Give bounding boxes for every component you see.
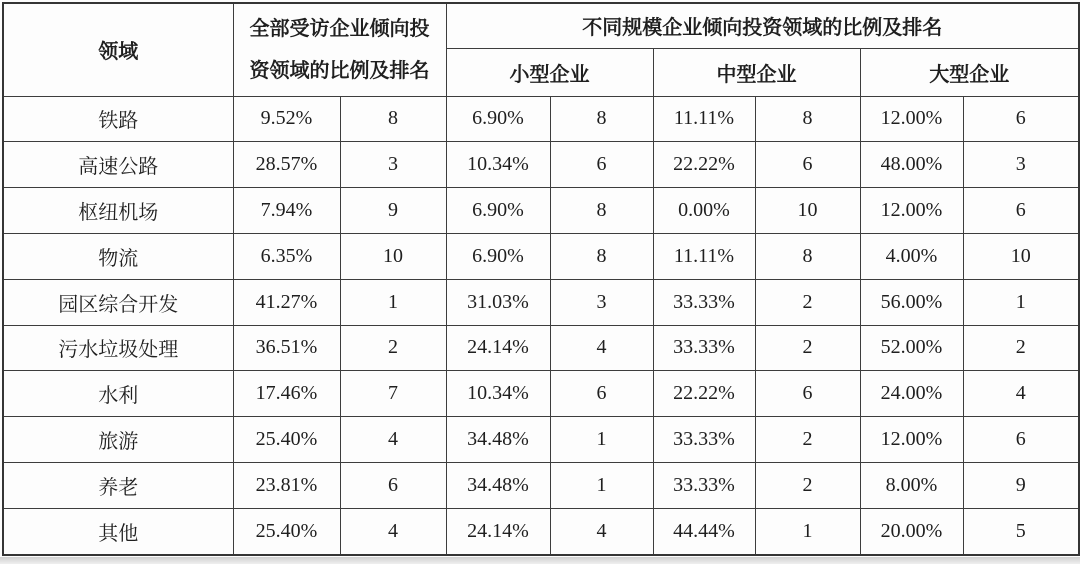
cell-field: 旅游 <box>3 417 233 463</box>
header-large-firms: 大型企业 <box>860 48 1079 96</box>
header-all-firms-line2: 资领域的比例及排名 <box>249 59 430 82</box>
table-row <box>3 508 1079 555</box>
cell-all-rank: 4 <box>340 508 446 555</box>
table-row <box>3 96 1079 142</box>
cell-large-pct: 12.00% <box>860 96 963 142</box>
table-row <box>3 325 1079 371</box>
cell-small-rank: 8 <box>550 96 653 142</box>
cell-all-pct: 23.81% <box>233 463 340 509</box>
cell-large-pct: 52.00% <box>860 325 963 371</box>
cell-all-pct: 6.35% <box>233 233 340 279</box>
table-row <box>3 463 1079 509</box>
header-small-firms: 小型企业 <box>446 48 653 96</box>
cell-small-pct: 6.90% <box>446 233 550 279</box>
cell-large-rank: 9 <box>963 463 1079 509</box>
cell-large-pct: 20.00% <box>860 508 963 555</box>
cell-small-rank: 4 <box>550 325 653 371</box>
cell-medium-pct: 33.33% <box>653 417 755 463</box>
cell-all-pct: 17.46% <box>233 371 340 417</box>
cell-medium-pct: 22.22% <box>653 142 755 188</box>
cell-all-pct: 25.40% <box>233 417 340 463</box>
cell-all-rank: 3 <box>340 142 446 188</box>
cell-small-rank: 6 <box>550 142 653 188</box>
cell-medium-rank: 6 <box>755 371 860 417</box>
cell-field: 污水垃圾处理 <box>3 325 233 371</box>
table-row <box>3 142 1079 188</box>
table-row <box>3 233 1079 279</box>
cell-small-rank: 1 <box>550 463 653 509</box>
cell-field: 铁路 <box>3 96 233 142</box>
cell-field: 其他 <box>3 508 233 555</box>
cell-large-pct: 48.00% <box>860 142 963 188</box>
cell-medium-rank: 8 <box>755 233 860 279</box>
cell-medium-rank: 2 <box>755 325 860 371</box>
table-row <box>3 279 1079 325</box>
cell-all-rank: 8 <box>340 96 446 142</box>
cell-medium-rank: 8 <box>755 96 860 142</box>
cell-all-rank: 4 <box>340 417 446 463</box>
cell-all-pct: 25.40% <box>233 508 340 555</box>
cell-field: 养老 <box>3 463 233 509</box>
cell-all-pct: 7.94% <box>233 188 340 234</box>
cell-large-rank: 10 <box>963 233 1079 279</box>
cell-medium-rank: 2 <box>755 417 860 463</box>
header-field: 领域 <box>3 3 233 96</box>
cell-small-pct: 10.34% <box>446 371 550 417</box>
cell-all-rank: 6 <box>340 463 446 509</box>
cell-all-rank: 9 <box>340 188 446 234</box>
table-row <box>3 188 1079 234</box>
cell-medium-pct: 33.33% <box>653 325 755 371</box>
cell-large-pct: 8.00% <box>860 463 963 509</box>
cell-field: 园区综合开发 <box>3 279 233 325</box>
cell-small-rank: 3 <box>550 279 653 325</box>
bottom-shadow <box>0 557 1080 564</box>
cell-all-rank: 10 <box>340 233 446 279</box>
header-all-firms-line1: 全部受访企业倾向投 <box>249 17 430 40</box>
header-by-scale: 不同规模企业倾向投资领域的比例及排名 <box>446 3 1079 48</box>
cell-medium-rank: 1 <box>755 508 860 555</box>
cell-large-rank: 2 <box>963 325 1079 371</box>
cell-small-rank: 8 <box>550 188 653 234</box>
cell-field: 高速公路 <box>3 142 233 188</box>
table-row <box>3 371 1079 417</box>
cell-small-rank: 1 <box>550 417 653 463</box>
cell-small-pct: 24.14% <box>446 508 550 555</box>
cell-all-pct: 28.57% <box>233 142 340 188</box>
cell-medium-rank: 2 <box>755 279 860 325</box>
cell-large-rank: 6 <box>963 417 1079 463</box>
cell-large-rank: 6 <box>963 188 1079 234</box>
cell-small-pct: 31.03% <box>446 279 550 325</box>
cell-medium-rank: 6 <box>755 142 860 188</box>
cell-large-rank: 5 <box>963 508 1079 555</box>
cell-all-rank: 1 <box>340 279 446 325</box>
cell-large-pct: 12.00% <box>860 188 963 234</box>
cell-all-rank: 2 <box>340 325 446 371</box>
cell-medium-rank: 10 <box>755 188 860 234</box>
cell-small-pct: 10.34% <box>446 142 550 188</box>
cell-field: 物流 <box>3 233 233 279</box>
cell-medium-pct: 22.22% <box>653 371 755 417</box>
cell-small-rank: 8 <box>550 233 653 279</box>
cell-large-pct: 12.00% <box>860 417 963 463</box>
cell-small-rank: 6 <box>550 371 653 417</box>
table-row <box>3 417 1079 463</box>
cell-large-rank: 4 <box>963 371 1079 417</box>
cell-medium-rank: 2 <box>755 463 860 509</box>
investment-preference-table <box>2 2 1080 556</box>
header-row-top <box>3 3 1079 48</box>
cell-large-pct: 56.00% <box>860 279 963 325</box>
cell-all-rank: 7 <box>340 371 446 417</box>
cell-all-pct: 36.51% <box>233 325 340 371</box>
cell-all-pct: 41.27% <box>233 279 340 325</box>
cell-small-pct: 6.90% <box>446 96 550 142</box>
cell-medium-pct: 33.33% <box>653 463 755 509</box>
cell-large-rank: 6 <box>963 96 1079 142</box>
cell-small-rank: 4 <box>550 508 653 555</box>
cell-field: 水利 <box>3 371 233 417</box>
cell-medium-pct: 44.44% <box>653 508 755 555</box>
cell-small-pct: 6.90% <box>446 188 550 234</box>
header-medium-firms: 中型企业 <box>653 48 860 96</box>
cell-large-rank: 3 <box>963 142 1079 188</box>
cell-large-pct: 4.00% <box>860 233 963 279</box>
cell-large-rank: 1 <box>963 279 1079 325</box>
cell-all-pct: 9.52% <box>233 96 340 142</box>
cell-small-pct: 24.14% <box>446 325 550 371</box>
cell-medium-pct: 33.33% <box>653 279 755 325</box>
cell-medium-pct: 0.00% <box>653 188 755 234</box>
table-body <box>3 96 1079 555</box>
cell-medium-pct: 11.11% <box>653 233 755 279</box>
cell-medium-pct: 11.11% <box>653 96 755 142</box>
cell-field: 枢纽机场 <box>3 188 233 234</box>
cell-small-pct: 34.48% <box>446 463 550 509</box>
cell-small-pct: 34.48% <box>446 417 550 463</box>
header-all-firms <box>233 3 446 96</box>
cell-large-pct: 24.00% <box>860 371 963 417</box>
table-header <box>3 3 1079 96</box>
